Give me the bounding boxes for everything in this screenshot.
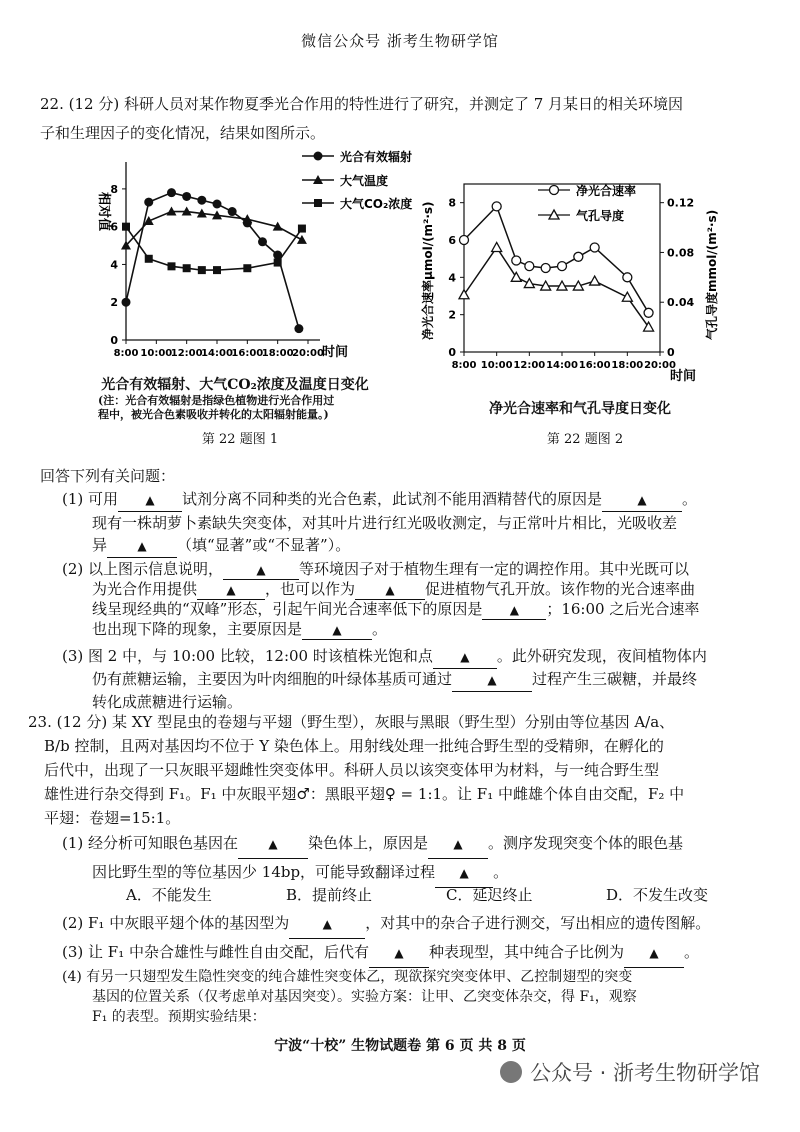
fig2-yl-tick-label: 2: [448, 308, 456, 322]
fig1-point-2-6: [243, 264, 251, 272]
q22-part2: [62, 560, 782, 640]
fig2-yr-tick-label: 0.08: [667, 246, 695, 260]
answer-blank[interactable]: ▲: [433, 646, 497, 669]
q23-part1: [62, 830, 782, 888]
fig2-yl-tick-label: 8: [448, 196, 456, 210]
fig2-ylabel-left: 净光合速率μmol/(m²·s): [421, 201, 435, 340]
q22-p1-text-b: 试剂分离不同种类的光合色素，此试剂不能用酒精替代的原因是: [182, 490, 603, 508]
q22-p2-text-d: ，也可以作为: [265, 580, 356, 598]
answer-blank[interactable]: ▲: [197, 580, 265, 600]
watermark-text: 公众号 · 浙考生物研学馆: [530, 1061, 761, 1085]
fig2-point-0-9: [644, 308, 653, 317]
fig1-x-tick-label: 20:00: [292, 348, 324, 359]
fig1-y-tick-label: 2: [110, 296, 118, 310]
fig1-point-0-2: [167, 188, 176, 197]
fig1-note-line1: (注：光合有效辐射是指绿色植物进行光合作用过: [98, 394, 335, 407]
fig1-point-2-8: [298, 225, 306, 233]
fig1-y-tick-label: 4: [110, 258, 118, 272]
fig1-point-2-2: [168, 262, 176, 270]
fig1-xlabel: 时间: [322, 345, 349, 360]
fig2-point-1-2: [511, 272, 521, 281]
fig1-legend-2: 大气CO₂浓度: [340, 197, 413, 211]
answer-blank[interactable]: ▲: [223, 560, 299, 580]
fig2-yl-tick-label: 0: [448, 346, 456, 359]
answer-blank[interactable]: ▲: [302, 620, 372, 640]
fig2-x-tick-label: 18:00: [611, 360, 644, 371]
answer-blank[interactable]: ▲: [238, 830, 308, 859]
answer-blank[interactable]: ▲: [482, 600, 546, 620]
fig2-point-0-3: [525, 262, 534, 271]
fig2-caption: 净光合速率和气孔导度日变化: [489, 401, 671, 417]
answer-blank[interactable]: ▲: [435, 859, 493, 888]
q23-s1-text-e: 。: [493, 863, 509, 881]
fig2-point-0-2: [512, 256, 521, 265]
q23-s3-text-c: 。: [684, 943, 700, 961]
fig2-point-0-4: [541, 264, 550, 273]
fig1-legend-0: 光合有效辐射: [340, 150, 413, 164]
q23-line5: 平翅：卷翅=15:1。: [44, 809, 181, 827]
fig1-x-tick-label: 12:00: [170, 348, 203, 359]
q22-p1-text-a: (1) 可用: [62, 490, 119, 508]
q22-p3-line3: 转化成蔗糖进行运输。: [92, 693, 243, 711]
q22-p3-text-c: 仍有蔗糖运输，主要因为叶肉细胞的叶绿体基质可通过: [92, 670, 453, 688]
fig2-x-tick-label: 20:00: [644, 360, 676, 371]
answer-blank[interactable]: ▲: [369, 939, 429, 968]
q22-p1-text-e: （填“显著”或“不显著”）。: [177, 536, 351, 554]
q23-s4b: 基因的位置关系（仅考虑单对基因突变）。实验方案：让甲、乙突变体杂交，得 F₁，观察: [92, 989, 637, 1005]
answer-blank[interactable]: ▲: [624, 939, 684, 968]
fig1-point-0-1: [144, 198, 153, 207]
fig2-yr-tick-label: 0: [667, 346, 675, 359]
q22-p2-text-e: 促进植物气孔开放。该作物的光合速率曲: [425, 580, 696, 598]
page-footer: 宁波“十校” 生物试题卷 第 6 页 共 8 页: [274, 1038, 526, 1054]
fig2-x-tick-label: 14:00: [546, 360, 578, 371]
fig2-series: [459, 202, 654, 331]
fig1-point-2-5: [213, 266, 221, 274]
q22-p3-text-a: (3) 图 2 中，与 10:00 比较，12:00 时该植株光饱和点: [62, 647, 433, 665]
answer-blank[interactable]: ▲: [602, 488, 682, 512]
fig1-note: [98, 394, 388, 422]
fig2-point-0-6: [574, 252, 583, 261]
fig2-title: 第 22 题图 2: [546, 432, 624, 447]
fig2-yl-tick-label: 6: [448, 234, 456, 247]
fig2-point-1-1: [492, 242, 502, 251]
fig1-x-tick-label: 14:00: [201, 348, 233, 359]
fig2-point-0-1: [492, 202, 501, 211]
fig2-x-tick-label: 10:00: [480, 360, 513, 371]
fig1-point-2-4: [198, 266, 206, 274]
option-a[interactable]: A．不能发生: [126, 886, 212, 904]
q23-s2-text-a: (2) F₁ 中灰眼平翅个体的基因型为: [62, 914, 290, 932]
q23-part4-text: [62, 967, 782, 1027]
fig2-x-tick-label: 8:00: [451, 360, 477, 371]
watermark: [500, 1057, 760, 1087]
page-header: 微信公众号 浙考生物研学馆: [301, 32, 499, 50]
fig1-series: [121, 188, 307, 333]
q23-options: [126, 884, 776, 905]
fig2-point-0-8: [623, 273, 632, 282]
fig2-legend-0: 净光合速率: [576, 184, 637, 198]
fig1-caption: 光合有效辐射、大气CO₂浓度及温度日变化: [101, 377, 369, 393]
fig2-point-1-0: [459, 290, 469, 299]
fig2-point-1-7: [590, 276, 600, 285]
q22-p2-text-c: 为光合作用提供: [92, 580, 198, 598]
fig2-yl-tick-label: 4: [448, 271, 456, 285]
fig1-point-0-4: [197, 196, 206, 205]
q22-p2-text-h: 也出现下降的现象，主要原因是: [92, 620, 303, 638]
q23-s1-text-a: (1) 经分析可知眼色基因在: [62, 834, 239, 852]
q22-p1-line2: 现有一株胡萝卜素缺失突变体，对其叶片进行红光吸收测定，与正常叶片相比，光吸收差: [92, 514, 678, 532]
fig2-ylabel-right: 气孔导度mmol/(m²·s): [705, 209, 719, 340]
fig1-legend: [302, 149, 412, 211]
fig1-point-0-8: [258, 237, 267, 246]
fig1-x-tick-label: 8:00: [113, 348, 139, 359]
fig1-axes: [110, 162, 324, 359]
fig2-point-0-5: [558, 262, 567, 271]
answer-blank[interactable]: ▲: [107, 534, 177, 558]
q22-p3-text-b: 。此外研究发现，夜间植物体内: [496, 647, 707, 665]
q22-p2-text-g: ；16:00 之后光合速率: [546, 600, 700, 618]
q22-p2-text-f: 线呈现经典的“双峰”形态，引起午间光合速率低下的原因是: [92, 600, 483, 618]
fig2-x-tick-label: 12:00: [513, 360, 546, 371]
figure-1-chart: [80, 140, 420, 380]
option-b[interactable]: B．提前终止: [286, 886, 373, 904]
q23-s2-text-b: ，对其中的杂合子进行测交，写出相应的遗传图解。: [365, 914, 711, 932]
q23-s1-text-d: 因比野生型的等位基因少 14bp，可能导致翻译过程: [92, 863, 436, 881]
q23-s4: (4) 有另一只翅型发生隐性突变的纯合雄性突变体乙，现欲探究突变体甲、乙控制翅型的突变: [62, 969, 633, 985]
answer-blank[interactable]: ▲: [118, 488, 182, 512]
q23-s3-text-b: 种表现型，其中纯合子比例为: [428, 943, 624, 961]
q22-p2-text-i: 。: [372, 620, 388, 638]
q23-s3-text-a: (3) 让 F₁ 中杂合雄性与雌性自由交配，后代有: [62, 943, 369, 961]
q23-part2-4: [62, 910, 782, 968]
fig1-x-tick-label: 10:00: [140, 348, 173, 359]
option-c[interactable]: C．延迟终止: [446, 886, 533, 904]
fig1-legend-1: 大气温度: [340, 174, 389, 188]
fig1-x-tick-label: 18:00: [261, 348, 294, 359]
q23-line1: 23. (12 分) 某 XY 型昆虫的卷翅与平翅（野生型），灰眼与黑眼（野生型）分别由等位基因 A/a、: [28, 713, 675, 731]
fig2-point-1-3: [524, 279, 534, 288]
wechat-icon: [500, 1061, 522, 1083]
q22-prompt: 回答下列有关问题：: [40, 467, 176, 485]
fig2-axes: [448, 184, 694, 371]
fig1-point-0-3: [182, 192, 191, 201]
fig1-y-tick-label: 8: [110, 182, 118, 196]
fig1-point-2-0: [122, 223, 130, 231]
q23-s4c: F₁ 的表型。预期实验结果：: [92, 1009, 266, 1025]
q23-line2: B/b 控制，且两对基因均不位于 Y 染色体上。用射线处理一批纯合野生型的受精卵，在孵化的: [44, 737, 664, 755]
fig2-xlabel: 时间: [670, 369, 697, 384]
fig1-y-tick-label: 6: [110, 220, 118, 234]
fig1-x-tick-label: 16:00: [231, 348, 264, 359]
fig1-point-0-10: [294, 324, 303, 333]
fig1-point-1-8: [297, 235, 307, 244]
answer-blank[interactable]: ▲: [452, 669, 532, 692]
answer-blank[interactable]: ▲: [289, 910, 365, 939]
q23-line3: 后代中，出现了一只灰眼平翅雌性突变体甲。科研人员以该突变体甲为材料，与一纯合野生型: [44, 761, 660, 779]
fig2-legend-1: 气孔导度: [576, 209, 625, 223]
q23-intro: [28, 710, 778, 830]
q22-p2-text-b: 等环境因子对于植物生理有一定的调控作用。其中光既可以: [299, 560, 690, 578]
option-d[interactable]: D．不发生改变: [606, 886, 709, 904]
answer-blank[interactable]: ▲: [428, 830, 488, 859]
fig1-point-0-6: [228, 207, 237, 216]
fig2-legend: [538, 183, 636, 223]
fig2-x-tick-label: 16:00: [578, 360, 611, 371]
fig2-point-0-7: [590, 243, 599, 252]
fig1-point-0-5: [213, 200, 222, 209]
fig1-point-2-1: [145, 255, 153, 263]
fig2-series-line-1: [464, 247, 649, 327]
fig2-point-0-0: [460, 236, 469, 245]
fig2-yr-tick-label: 0.12: [667, 196, 695, 210]
fig2-point-1-8: [622, 292, 632, 301]
fig2-yr-tick-label: 0.04: [667, 296, 695, 310]
q22-p1-text-d: 异: [92, 536, 108, 554]
fig1-point-0-0: [122, 298, 131, 307]
q22-part1: [62, 488, 782, 558]
q22-p1-text-c: 。: [682, 490, 698, 508]
fig1-note-line2: 程中，被光合色素吸收并转化的太阳辐射能量。): [98, 408, 329, 421]
q23-s1-text-c: 。测序发现突变个体的眼色基: [488, 834, 684, 852]
fig1-title: 第 22 题图 1: [201, 432, 279, 447]
answer-blank[interactable]: ▲: [355, 580, 425, 600]
q22-p2-text-a: (2) 以上图示信息说明，: [62, 560, 224, 578]
q22-part3: [62, 646, 782, 713]
q22-p3-text-d: 过程产生三碳糖，并最终: [532, 670, 698, 688]
fig1-y-tick-label: 0: [110, 334, 118, 347]
fig1-ylabel: 相对值: [96, 192, 111, 232]
q23-s1-text-b: 染色体上，原因是: [308, 834, 429, 852]
fig1-point-2-3: [183, 264, 191, 272]
q22-intro-line2: 子和生理因子的变化情况，结果如图所示。: [40, 124, 326, 142]
fig1-point-2-7: [274, 259, 282, 267]
q23-line4: 雄性进行杂交得到 F₁。F₁ 中灰眼平翅♂：黑眼平翅♀ = 1:1。让 F₁ 中雌雄个体自由交配，F₂ 中: [44, 785, 685, 803]
figure-2-chart: [420, 168, 730, 396]
q22-intro-line1: 22. (12 分) 科研人员对某作物夏季光合作用的特性进行了研究，并测定了 7 月某日的相关环境因: [40, 95, 684, 113]
